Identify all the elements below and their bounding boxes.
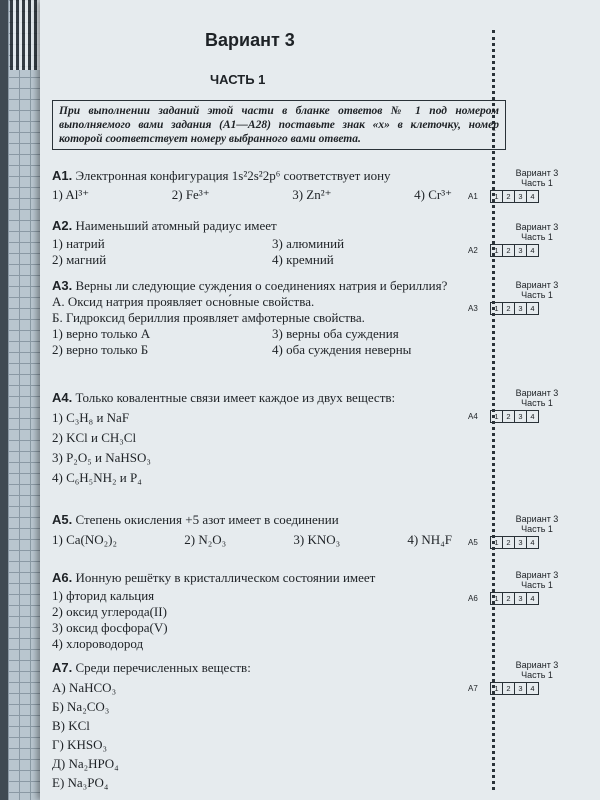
option: 1) верно только А: [52, 326, 151, 341]
option: 3) верны оба суждения: [272, 326, 399, 341]
answer-checkbox[interactable]: 4: [530, 192, 535, 201]
option: А) NaHCO₃: [52, 680, 117, 695]
question-a6: [52, 570, 492, 652]
option: Г) KHSO₃: [52, 737, 108, 752]
answer-checkbox[interactable]: 1: [491, 303, 503, 314]
answer-checkbox[interactable]: 4: [530, 538, 535, 547]
answer-box-label: А6: [468, 594, 478, 603]
option: 1) Ca(NO₂)₂: [52, 532, 118, 547]
instruction-box: При выполнении заданий этой части в бланке ответов № 1 под номером выполняемого вами задания (А1—А28) поставьте знак «х» в клеточку, номер которой соответствует номеру выбранного вами ответа.: [52, 100, 506, 150]
answer-box-variant: Вариант 3: [515, 570, 559, 580]
answer-checkbox[interactable]: 1: [491, 683, 503, 694]
question-number: А3.: [52, 278, 73, 293]
answer-box-part: Часть 1: [521, 178, 553, 188]
answer-box-part: Часть 1: [521, 524, 553, 534]
answer-checkbox[interactable]: 3: [515, 411, 527, 422]
question-text: Ионную решётку в кристаллическом состоянии имеет: [75, 570, 376, 585]
option: Е) Na₃PO₄: [52, 775, 109, 790]
page-title: Вариант 3: [205, 30, 295, 50]
question-text: Только ковалентные связи имеет каждое из двух веществ:: [75, 390, 396, 405]
question-number: А4.: [52, 390, 73, 405]
question-text: Электронная конфигурация 1s²2s²2p⁶ соответствует иону: [75, 168, 391, 183]
question-text: Среди перечисленных веществ:: [75, 660, 251, 675]
answer-box-part: Часть 1: [521, 290, 553, 300]
answer-checkbox[interactable]: 3: [515, 683, 527, 694]
answer-checkbox[interactable]: 4: [530, 594, 535, 603]
statement-a: А. Оксид натрия проявляет осно́вные свойства.: [52, 294, 315, 309]
answer-box-6: [468, 570, 578, 605]
answer-box-part: Часть 1: [521, 580, 553, 590]
answer-checkbox[interactable]: 3: [515, 303, 527, 314]
answer-checkbox[interactable]: 2: [503, 411, 515, 422]
question-text: Верны ли следующие суждения о соединениях натрия и бериллия?: [75, 278, 448, 293]
answer-checkbox[interactable]: 4: [530, 684, 535, 693]
answer-box-4: [468, 388, 578, 423]
statement-b: Б. Гидроксид бериллия проявляет амфотерные свойства.: [52, 310, 365, 325]
option: 2) KCl и CH₃Cl: [52, 430, 137, 445]
answer-checkbox[interactable]: 3: [515, 191, 527, 202]
option: 3) оксид фосфора(V): [52, 620, 168, 635]
option: 2) магний: [52, 252, 107, 267]
answer-box-part: Часть 1: [521, 232, 553, 242]
answer-checkbox[interactable]: 4: [530, 304, 535, 313]
answer-box-label: А5: [468, 538, 478, 547]
answer-checkbox[interactable]: 1: [491, 245, 503, 256]
answer-box-variant: Вариант 3: [515, 514, 559, 524]
page-edge: [0, 0, 8, 800]
answer-box-label: А4: [468, 412, 478, 421]
option: 1) Al³⁺: [52, 187, 90, 202]
option: 2) N₂O₃: [184, 532, 227, 547]
answer-checkbox[interactable]: 1: [491, 593, 503, 604]
option: 3) Zn²⁺: [292, 187, 332, 202]
answer-checkbox[interactable]: 2: [503, 593, 515, 604]
answer-box-5: [468, 514, 578, 549]
answer-box-7: [468, 660, 578, 695]
question-number: А6.: [52, 570, 73, 585]
answer-checkbox[interactable]: 2: [503, 537, 515, 548]
answer-box-part: Часть 1: [521, 670, 553, 680]
option: 2) Fe³⁺: [171, 187, 210, 202]
option: 4) C₆H₅NH₂ и P₄: [52, 470, 142, 485]
answer-box-1: [468, 168, 578, 203]
answer-box-variant: Вариант 3: [515, 280, 559, 290]
option: 4) кремний: [272, 252, 334, 267]
answer-checkbox[interactable]: 2: [503, 683, 515, 694]
option: 4) оба суждения неверны: [272, 342, 412, 357]
question-a2: [52, 218, 492, 268]
option: 1) C₃H₈ и NaF: [52, 410, 130, 425]
question-number: А5.: [52, 512, 73, 527]
answer-box-part: Часть 1: [521, 398, 553, 408]
question-text: Наименьший атомный радиус имеет: [75, 218, 277, 233]
question-number: А1.: [52, 168, 73, 183]
option: 2) верно только Б: [52, 342, 149, 357]
answer-checkbox[interactable]: 1: [491, 411, 503, 422]
option: 3) KNO₃: [293, 532, 341, 547]
option: 1) фторид кальция: [52, 588, 155, 603]
answer-box-label: А7: [468, 684, 478, 693]
question-text: Степень окисления +5 азот имеет в соединении: [75, 512, 339, 527]
answer-checkbox[interactable]: 1: [491, 191, 503, 202]
answer-checkbox[interactable]: 1: [491, 537, 503, 548]
option: 2) оксид углерода(II): [52, 604, 167, 619]
option: 4) Cr³⁺: [414, 187, 452, 202]
answer-checkbox[interactable]: 3: [515, 537, 527, 548]
answer-box-label: А3: [468, 304, 478, 313]
answer-checkbox[interactable]: 2: [503, 303, 515, 314]
question-number: А7.: [52, 660, 73, 675]
answer-checkbox[interactable]: 2: [503, 245, 515, 256]
answer-box-variant: Вариант 3: [515, 660, 559, 670]
question-a3: [52, 278, 492, 358]
option: 4) хлороводород: [52, 636, 144, 651]
answer-box-variant: Вариант 3: [515, 168, 559, 178]
part-heading: ЧАСТЬ 1: [210, 72, 266, 87]
answer-box-variant: Вариант 3: [515, 388, 559, 398]
answer-checkbox[interactable]: 4: [530, 246, 535, 255]
question-a5: [52, 512, 492, 548]
option: 3) алюминий: [272, 236, 345, 251]
answer-box-label: А1: [468, 192, 478, 201]
answer-box-2: [468, 222, 578, 257]
answer-checkbox[interactable]: 3: [515, 593, 527, 604]
option: 4) NH₄F: [407, 532, 452, 547]
option: 3) P₂O₅ и NaHSO₃: [52, 450, 151, 465]
answer-box-label: А2: [468, 246, 478, 255]
answer-box-variant: Вариант 3: [515, 222, 559, 232]
question-a1: [52, 168, 492, 203]
question-number: А2.: [52, 218, 73, 233]
answer-checkbox[interactable]: 2: [503, 191, 515, 202]
question-a4: [52, 390, 492, 486]
answer-checkbox[interactable]: 3: [515, 245, 527, 256]
option: В) KCl: [52, 718, 90, 733]
book-page: [40, 0, 600, 800]
question-a7: [52, 660, 492, 791]
option: Д) Na₂HPO₄: [52, 756, 119, 771]
option: Б) Na₂CO₃: [52, 699, 110, 714]
answer-checkbox[interactable]: 4: [530, 412, 535, 421]
option: 1) натрий: [52, 236, 105, 251]
answer-box-3: [468, 280, 578, 315]
